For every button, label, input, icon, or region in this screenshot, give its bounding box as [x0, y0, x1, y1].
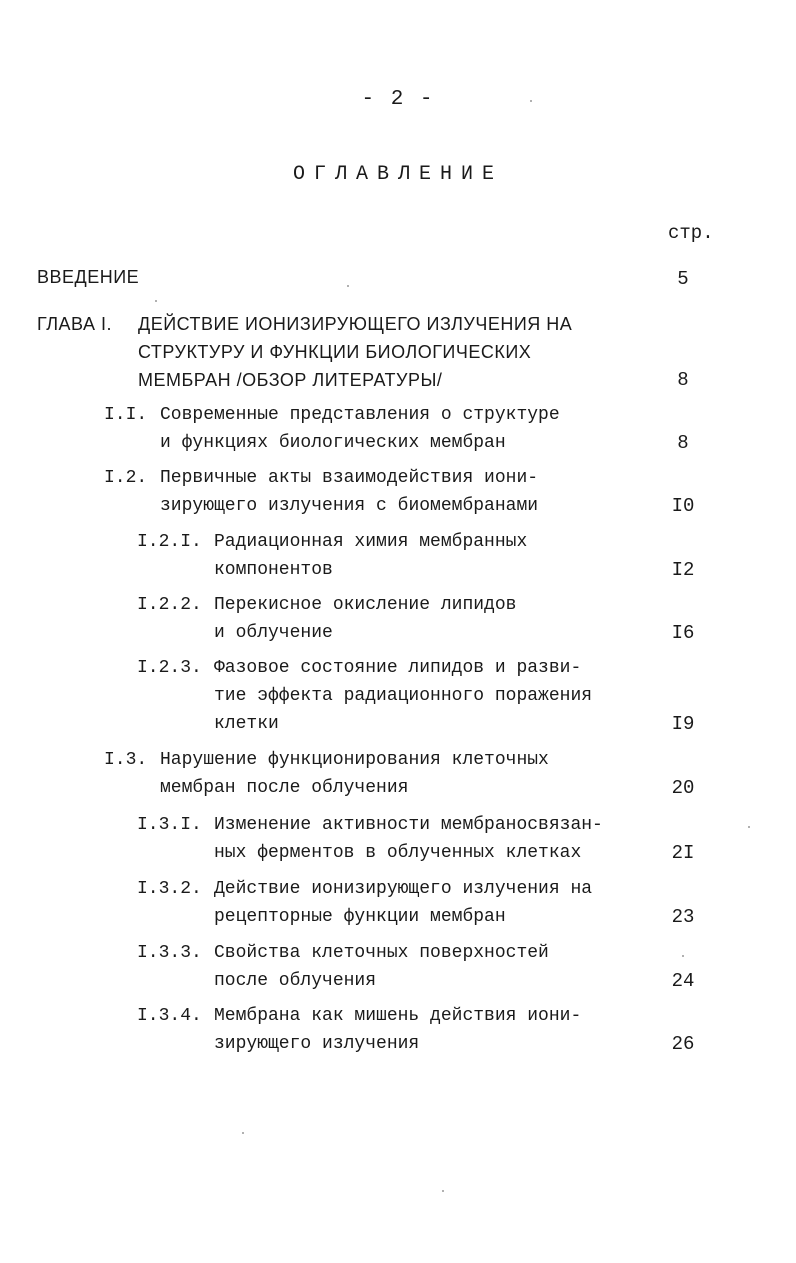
entry-label: I.3.3.: [137, 943, 202, 963]
scan-speck: [682, 955, 684, 957]
entry-page: I9: [671, 713, 695, 735]
entry-page: I0: [671, 495, 695, 517]
entry-label: I.3.4.: [137, 1006, 202, 1026]
entry-title-line: ных ферментов в облученных клетках: [214, 843, 582, 863]
entry-page: 8: [677, 369, 689, 391]
entry-title-line: клетки: [214, 714, 279, 734]
entry-label: I.2.3.: [137, 658, 202, 678]
entry-title-line: мембран после облучения: [160, 778, 409, 798]
entry-label: I.3.I.: [137, 815, 202, 835]
entry-title: ВВЕДЕНИЕ: [37, 267, 140, 287]
entry-label: I.3.: [104, 750, 148, 770]
entry-page: I2: [671, 559, 695, 581]
scan-speck: [748, 826, 750, 828]
entry-page: 24: [671, 970, 695, 992]
entry-label: I.2.: [104, 468, 148, 488]
entry-title-line: зирующего излучения с биомембранами: [160, 496, 539, 516]
entry-page: 23: [671, 906, 695, 928]
scan-speck: [530, 100, 532, 102]
entry-label: I.3.2.: [137, 879, 202, 899]
entry-title-line: тие эффекта радиационного поражения: [214, 686, 593, 706]
entry-title-line: и облучение: [214, 623, 333, 643]
entry-title-line: Современные представления о структуре: [160, 405, 560, 425]
scan-speck: [242, 1132, 244, 1134]
entry-title-line: Радиационная химия мембранных: [214, 532, 528, 552]
scan-speck: [347, 285, 349, 287]
entry-title-line: рецепторные функции мембран: [214, 907, 506, 927]
entry-title-line: Фазовое состояние липидов и разви-: [214, 658, 582, 678]
entry-title-line: Свойства клеточных поверхностей: [214, 943, 549, 963]
scan-speck: [442, 1190, 444, 1192]
entry-page: 26: [671, 1033, 695, 1055]
entry-page: I6: [671, 622, 695, 644]
entry-page: 8: [677, 432, 689, 454]
page-number: - 2 -: [361, 88, 435, 111]
toc-title: ОГЛАВЛЕНИЕ: [292, 163, 504, 186]
entry-page: 2I: [671, 842, 695, 864]
entry-title-line: ДЕЙСТВИЕ ИОНИЗИРУЮЩЕГО ИЗЛУЧЕНИЯ НА: [138, 314, 573, 334]
entry-page: 5: [677, 268, 689, 290]
entry-label: ГЛАВА I.: [37, 314, 112, 334]
entry-title-line: СТРУКТУРУ И ФУНКЦИИ БИОЛОГИЧЕСКИХ: [138, 342, 532, 362]
entry-title-line: зирующего излучения: [214, 1034, 420, 1054]
entry-title-line: и функциях биологических мембран: [160, 433, 506, 453]
entry-title-line: Перекисное окисление липидов: [214, 595, 517, 615]
scan-speck: [155, 300, 157, 302]
entry-title-line: Первичные акты взаимодействия иони-: [160, 468, 539, 488]
entry-title-line: Действие ионизирующего излучения на: [214, 879, 593, 899]
page-column-header: стр.: [668, 222, 714, 244]
entry-title-line: Изменение активности мембраносвязан-: [214, 815, 603, 835]
entry-title-line: после облучения: [214, 971, 377, 991]
entry-label: I.I.: [104, 405, 148, 425]
entry-title-line: компонентов: [214, 560, 333, 580]
entry-page: 20: [671, 777, 695, 799]
entry-label: I.2.2.: [137, 595, 202, 615]
entry-label: I.2.I.: [137, 532, 202, 552]
entry-title-line: МЕМБРАН /ОБЗОР ЛИТЕРАТУРЫ/: [138, 370, 443, 390]
entry-title-line: Мембрана как мишень действия иони-: [214, 1006, 582, 1026]
entry-title-line: Нарушение функционирования клеточных: [160, 750, 549, 770]
